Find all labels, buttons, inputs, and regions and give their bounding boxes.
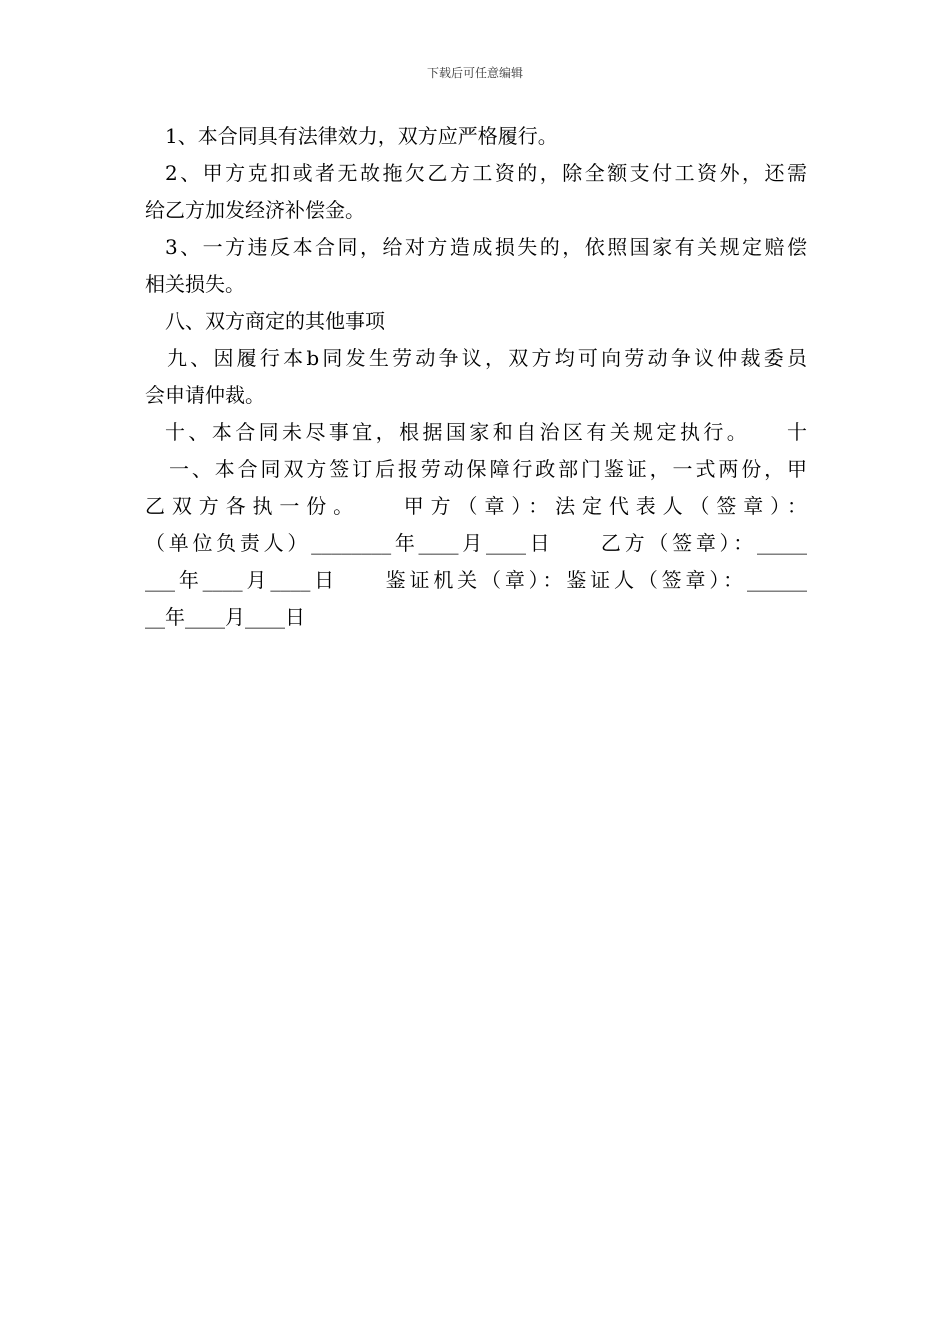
document-body [145,118,807,636]
clause-line-3: 给乙方加发经济补偿金。 [145,198,365,222]
clause-line-9: 十、本合同未尽事宜，根据国家和自治区有关规定执行。 十 [165,420,807,444]
clause-line-8: 会申请仲裁。 [145,383,265,407]
clause-line-1: 1、本合同具有法律效力，双方应严格履行。 [165,124,558,148]
clause-line-7: 九、因履行本b同发生劳动争议，双方均可向劳动争议仲裁委员 [167,346,807,370]
signature-line-3: ___年____月____日 鉴证机关（章）：鉴证人（签章）：______ [145,568,807,592]
header-note: 下载后可任意编辑 [426,66,523,80]
clause-line-2: 2、甲方克扣或者无故拖欠乙方工资的，除全额支付工资外，还需 [165,161,807,185]
signature-line-1: 乙双方各执一份。 甲方（章）：法定代表人（签章）： [145,494,807,518]
clause-line-5: 相关损失。 [145,272,245,296]
clause-line-4: 3、一方违反本合同，给对方造成损失的，依照国家有关规定赔偿 [165,235,807,259]
signature-line-2: （单位负责人）________年____月____日 乙方（签章）：_____ [145,531,807,555]
clause-line-10: 一、本合同双方签订后报劳动保障行政部门鉴证，一式两份，甲 [169,457,807,481]
signature-line-4: __年____月____日 [145,605,305,629]
section-heading-8: 八、双方商定的其他事项 [165,309,385,333]
